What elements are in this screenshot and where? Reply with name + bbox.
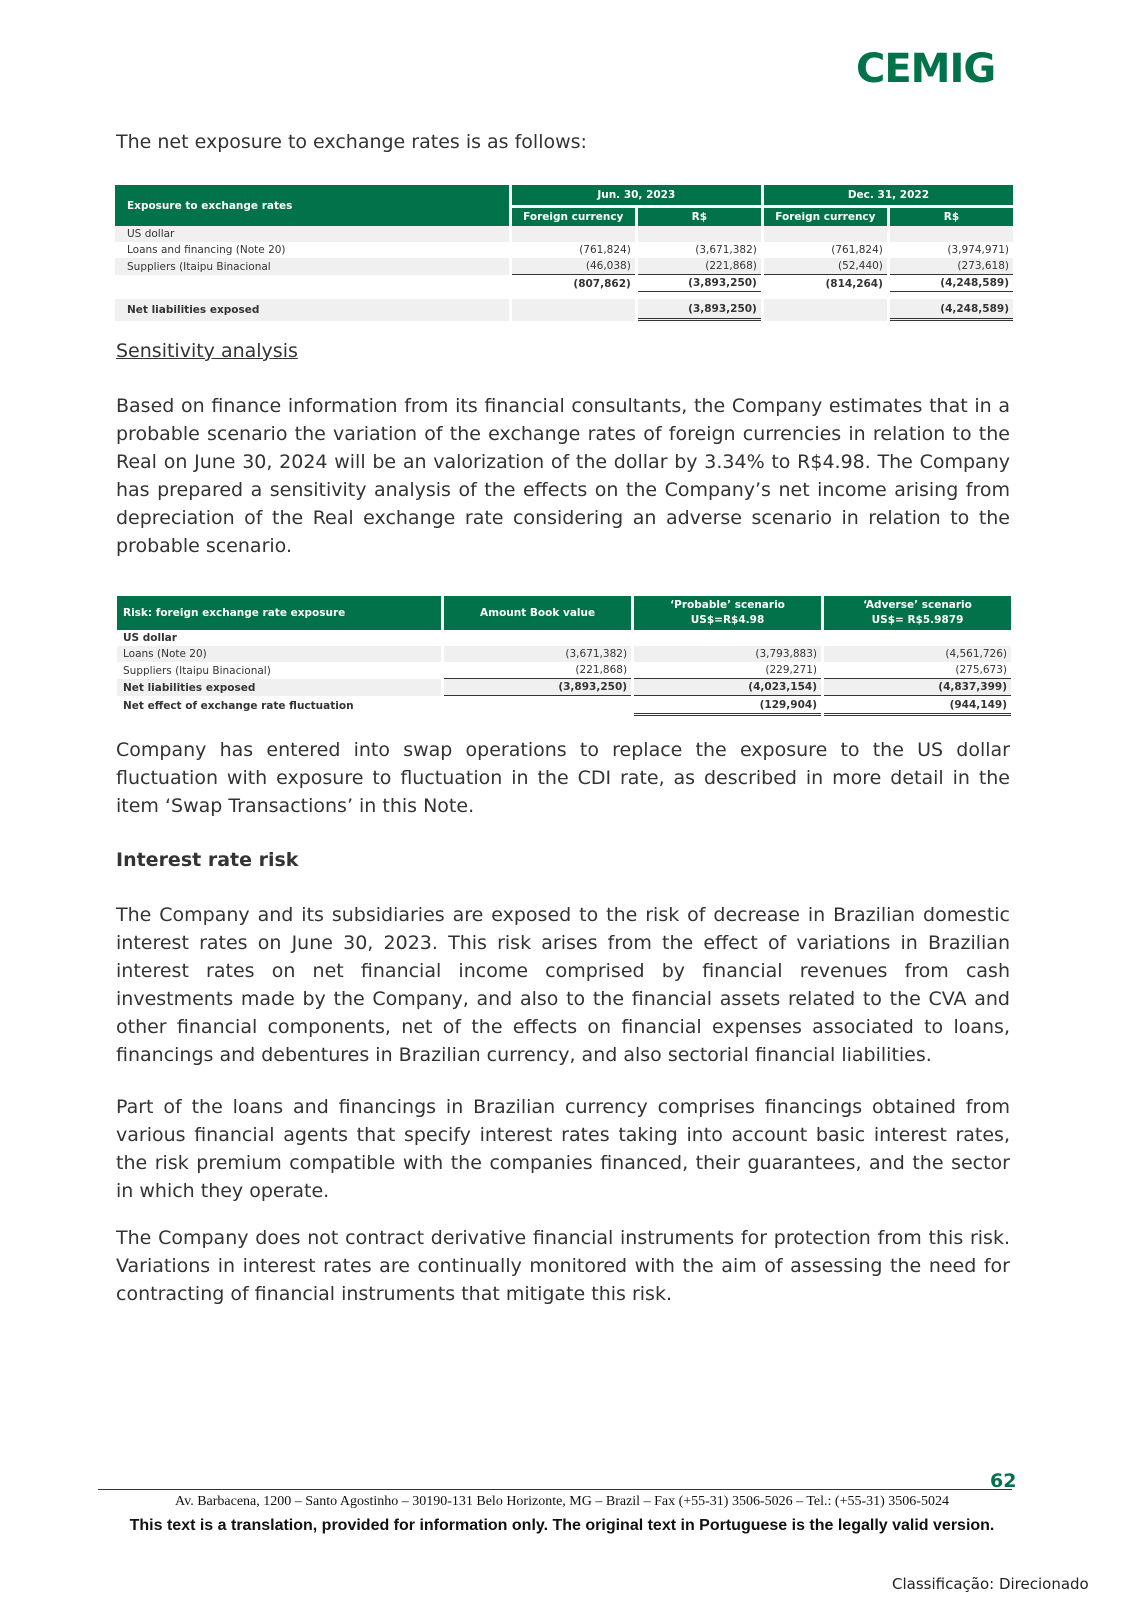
interest-rate-heading: Interest rate risk	[116, 849, 299, 871]
probable-header: ‘Probable’ scenario US$=R$4.98	[634, 596, 821, 630]
table-row: Loans (Note 20) (3,671,382) (3,793,883) (4,561,726)	[117, 646, 1011, 662]
exposure-header-label: Exposure to exchange rates	[115, 185, 509, 226]
intro-text: The net exposure to exchange rates is as follows:	[116, 131, 587, 153]
book-value-header: Amount Book value	[444, 596, 631, 630]
totals-row: (807,862) (3,893,250) (814,264) (4,248,589)	[115, 275, 1013, 292]
table-row: Suppliers (Itaipu Binacional) (221,868) (229,271) (275,673)	[117, 662, 1011, 679]
table-row: Loans and financing (Note 20) (761,824) (3,671,382) (761,824) (3,974,971)	[127, 244, 1009, 256]
footer-address: Av. Barbacena, 1200 – Santo Agostinho – 30190-131 Belo Horizonte, MG – Brazil – Fax (+55-31) 3506-5026 – Tel.: (+55-31) 3506-5024	[175, 1494, 949, 1509]
interest-paragraph-1: The Company and its subsidiaries are exposed to the risk of decrease in Brazilian domestic interest rates on June 30, 2023. This risk arises from the effect of variations in Brazilian interest rates on net financial income comprised by financial revenues from cash investments made by the Company, and also to the financial assets related to the CVA and other financial components, net of the effects on financial expenses associated to loans, financings and debentures in Brazilian currency, and also sectorial financial liabilities.	[116, 904, 1010, 1066]
net-liabilities-row: Net liabilities exposed (3,893,250) (4,248,589)	[115, 299, 1013, 321]
rs2-header: R$	[890, 208, 1013, 226]
fc1-header: Foreign currency	[512, 208, 635, 226]
net-effect-row: Net effect of exchange rate fluctuation (129,904) (944,149)	[117, 696, 1011, 716]
rs1-header: R$	[638, 208, 761, 226]
exposure-table	[112, 185, 1016, 321]
risk-header: Risk: foreign exchange rate exposure	[117, 596, 441, 630]
swap-paragraph: Company has entered into swap operations to replace the exposure to the US dollar fluctuation with exposure to fluctuation in the CDI rate, as described in more detail in the item ‘Swap Transactions’ in this Note.	[116, 739, 1010, 817]
section-label: US dollar	[115, 226, 509, 242]
sensitivity-table	[114, 596, 1014, 716]
page-number: 62	[990, 1470, 1017, 1492]
section-label: US dollar	[123, 632, 177, 644]
table-row	[115, 226, 1013, 242]
net-liabilities-row: Net liabilities exposed (3,893,250) (4,023,154) (4,837,399)	[117, 679, 1011, 696]
classification-label: Classificação: Direcionado	[892, 1575, 1089, 1593]
adverse-header: ‘Adverse’ scenario US$= R$5.9879	[824, 596, 1011, 630]
logo-text: CEMIG	[856, 46, 996, 90]
sensitivity-heading: Sensitivity analysis	[116, 340, 298, 362]
footer-divider	[98, 1489, 1012, 1490]
fc2-header: Foreign currency	[764, 208, 887, 226]
table-row: Suppliers (Itaipu Binacional (46,038) (221,868) (52,440) (273,618)	[115, 258, 1013, 275]
footer-disclaimer: This text is a translation, provided for information only. The original text in Portuguese is the legally valid version.	[129, 1517, 995, 1534]
interest-paragraph-2: Part of the loans and financings in Brazilian currency comprises financings obtained from various financial agents that specify interest rates taking into account basic interest rates, the risk premium compatible with the companies financed, their guarantees, and the sector in which they operate.	[116, 1096, 1010, 1202]
table-row	[117, 630, 1011, 646]
interest-paragraph-3: The Company does not contract derivative financial instruments for protection from this risk. Variations in interest rates are continually monitored with the aim of assessing the need for contracting of financial instruments that mitigate this risk.	[116, 1227, 1010, 1305]
sensitivity-paragraph: Based on finance information from its financial consultants, the Company estimates that in a probable scenario the variation of the exchange rates of foreign currencies in relation to the Real on June 30, 2024 will be an valorization of the dollar by 3.34% to R$4.98. The Company has prepared a sensitivity analysis of the effects on the Company’s net income arising from depreciation of the Real exchange rate considering an adverse scenario in relation to the probable scenario.	[116, 395, 1010, 557]
cemig-logo	[856, 44, 1006, 90]
period1-header: Jun. 30, 2023	[512, 185, 761, 208]
period2-header: Dec. 31, 2022	[764, 185, 1013, 208]
